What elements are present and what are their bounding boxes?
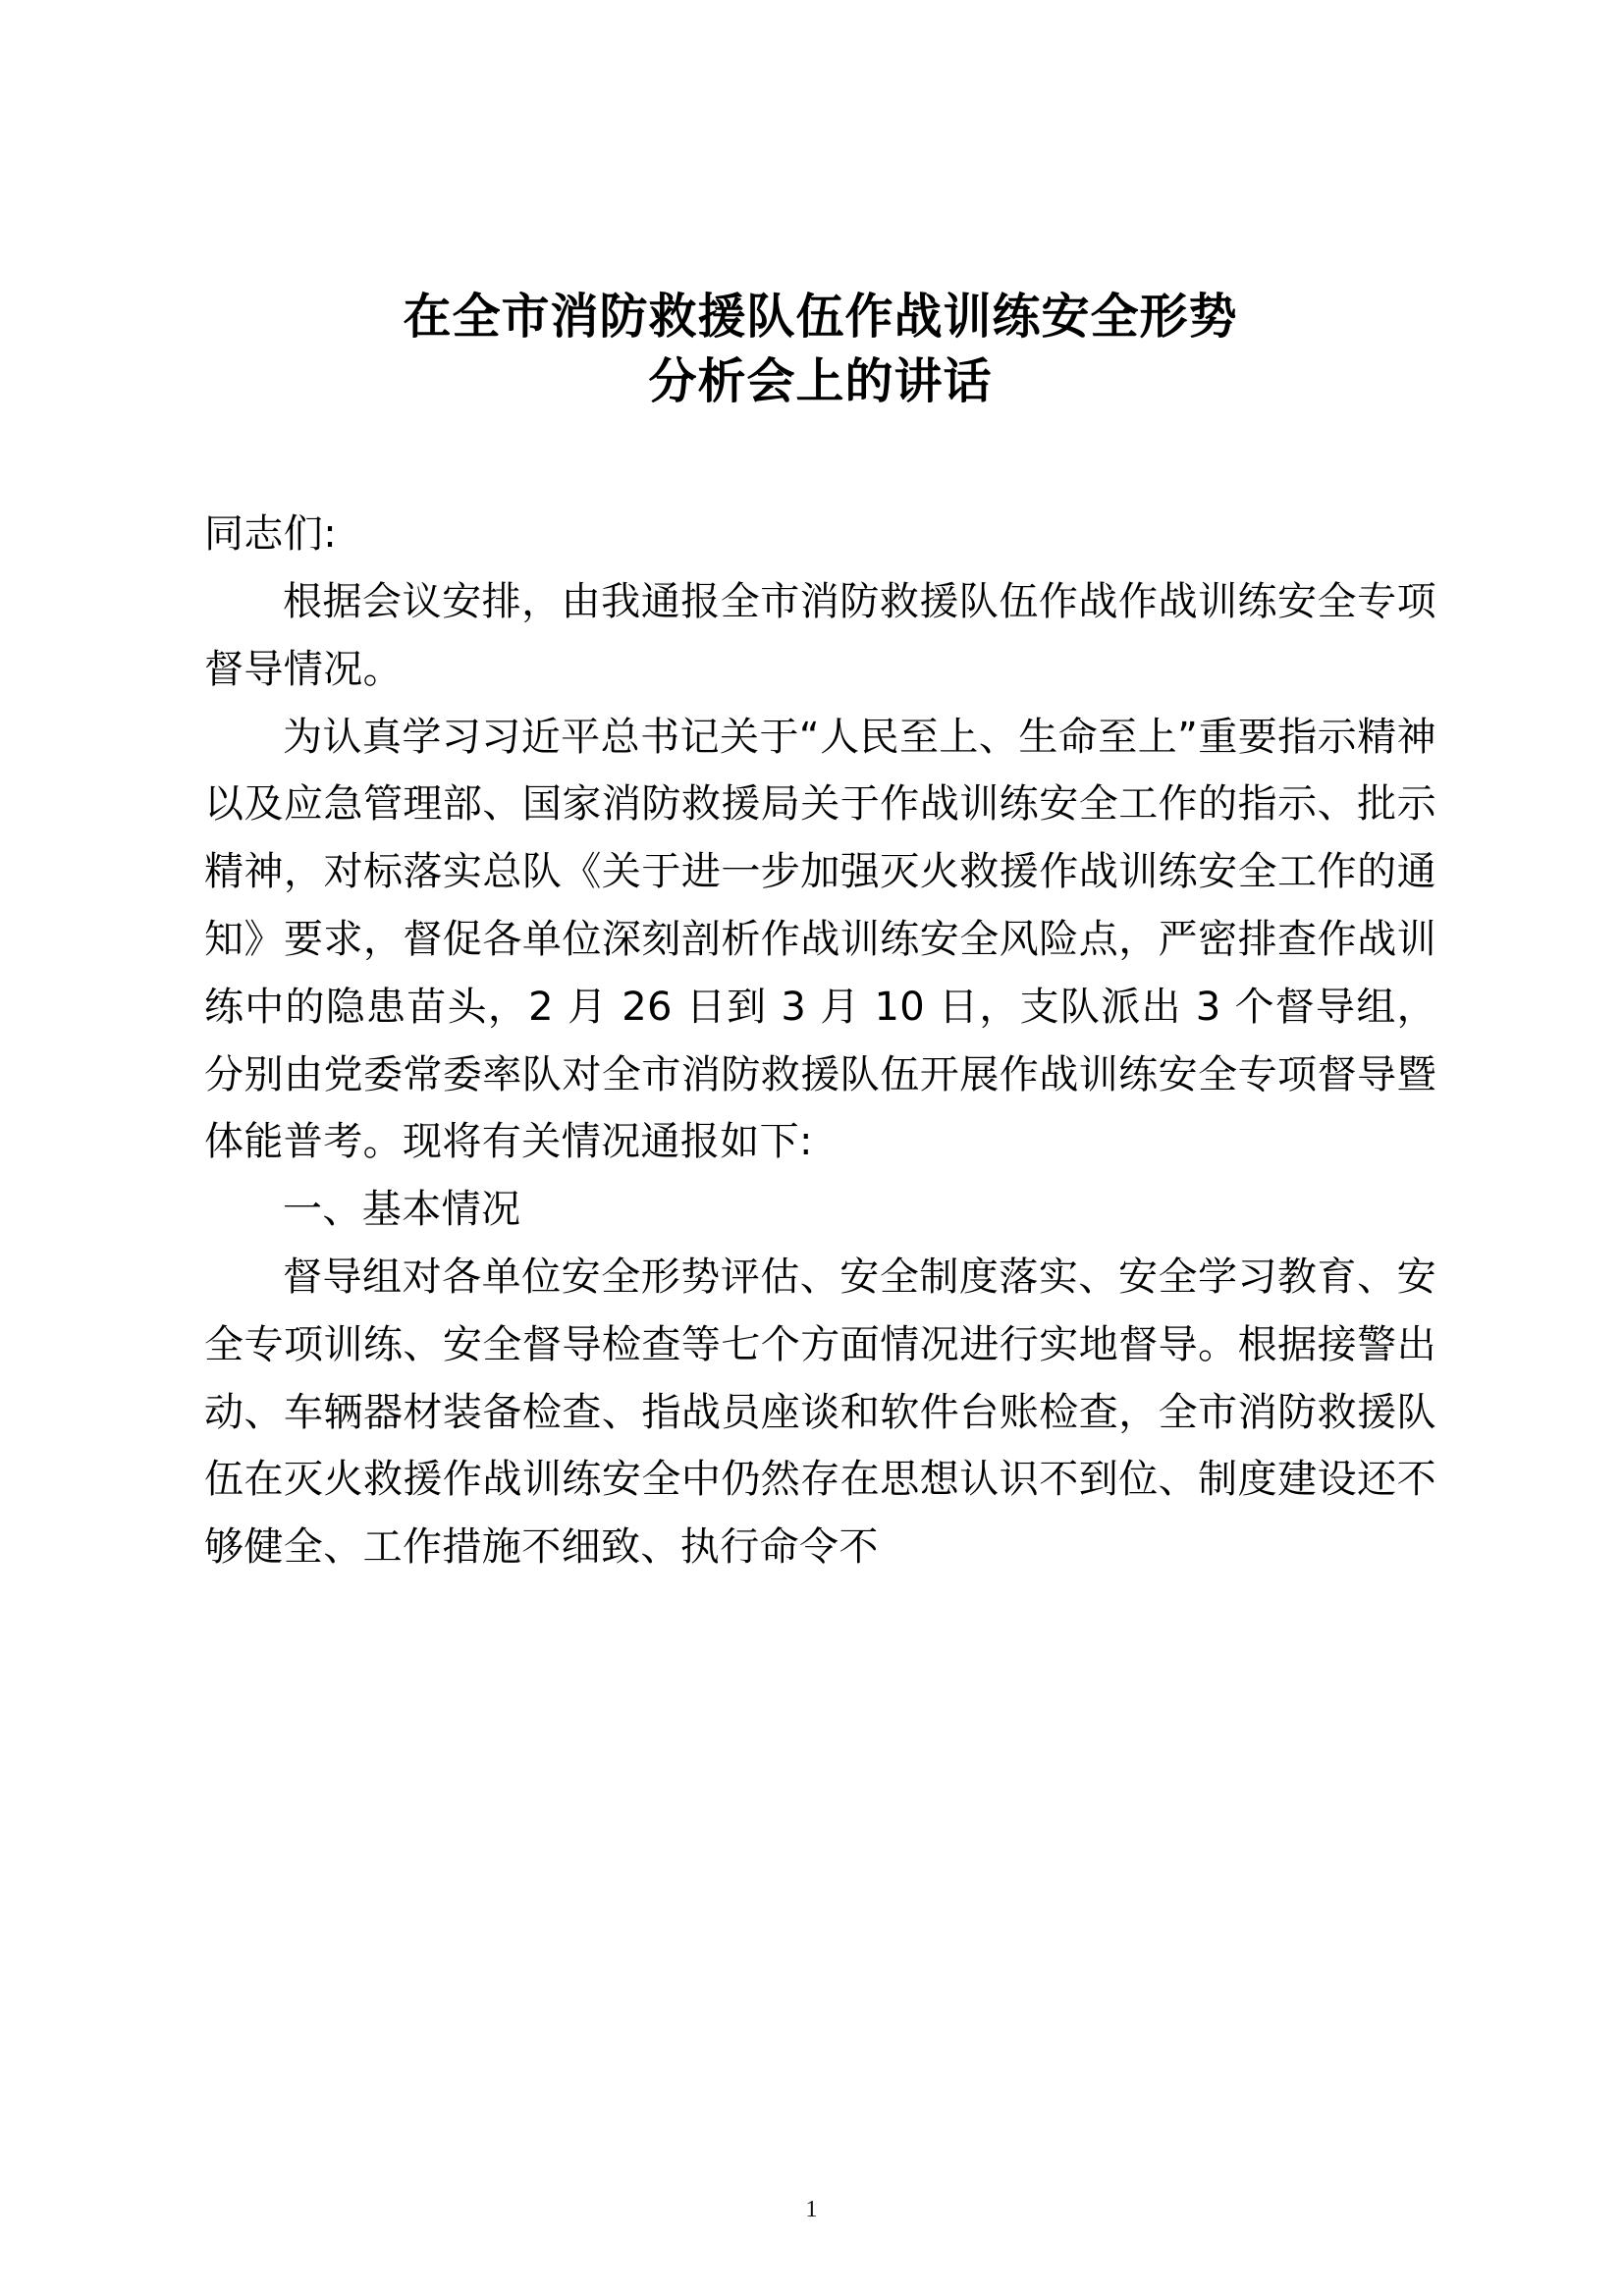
page-title-line-2: 分析会上的讲话 bbox=[648, 353, 993, 410]
section-heading-1: 一、基本情况 bbox=[283, 1187, 521, 1233]
paragraph-1: 根据会议安排，由我通报全市消防救援队伍作战作战训练安全专项督导情况。 bbox=[204, 579, 1436, 692]
paragraph-2: 为认真学习习近平总书记关于“人民至上、生命至上”重要指示精神以及应急管理部、国家消防救援局关于作战训练安全工作的指示、批示精神，对标落实总队《关于进一步加强灭火救援作战训练安全工作的通知》要求，督促各单位深刻剖析作战训练安全风险点，严密排查作战训练中的隐患苗头，2 月 26 日到 3 月 10 日，支队派出 3 个督导组，分别由党委常委率队对全市消防救援队伍开展作战训练安全专项督导暨体能普考。现将有关情况通报如下: bbox=[204, 714, 1436, 1165]
document-body bbox=[204, 0, 1436, 1581]
page-title bbox=[204, 285, 1436, 414]
page-number: 1 bbox=[805, 2197, 818, 2222]
salutation: 同志们: bbox=[204, 511, 338, 558]
paragraph-3: 督导组对各单位安全形势评估、安全制度落实、安全学习教育、安全专项训练、安全督导检查等七个方面情况进行实地督导。根据接警出动、车辆器材装备检查、指战员座谈和软件台账检查，全市消防救援队伍在灭火救援作战训练安全中仍然存在思想认识不到位、制度建设还不够健全、工作措施不细致、执行命令不 bbox=[204, 1255, 1436, 1571]
page-title-line-1: 在全市消防救援队伍作战训练安全形势 bbox=[403, 289, 1238, 345]
